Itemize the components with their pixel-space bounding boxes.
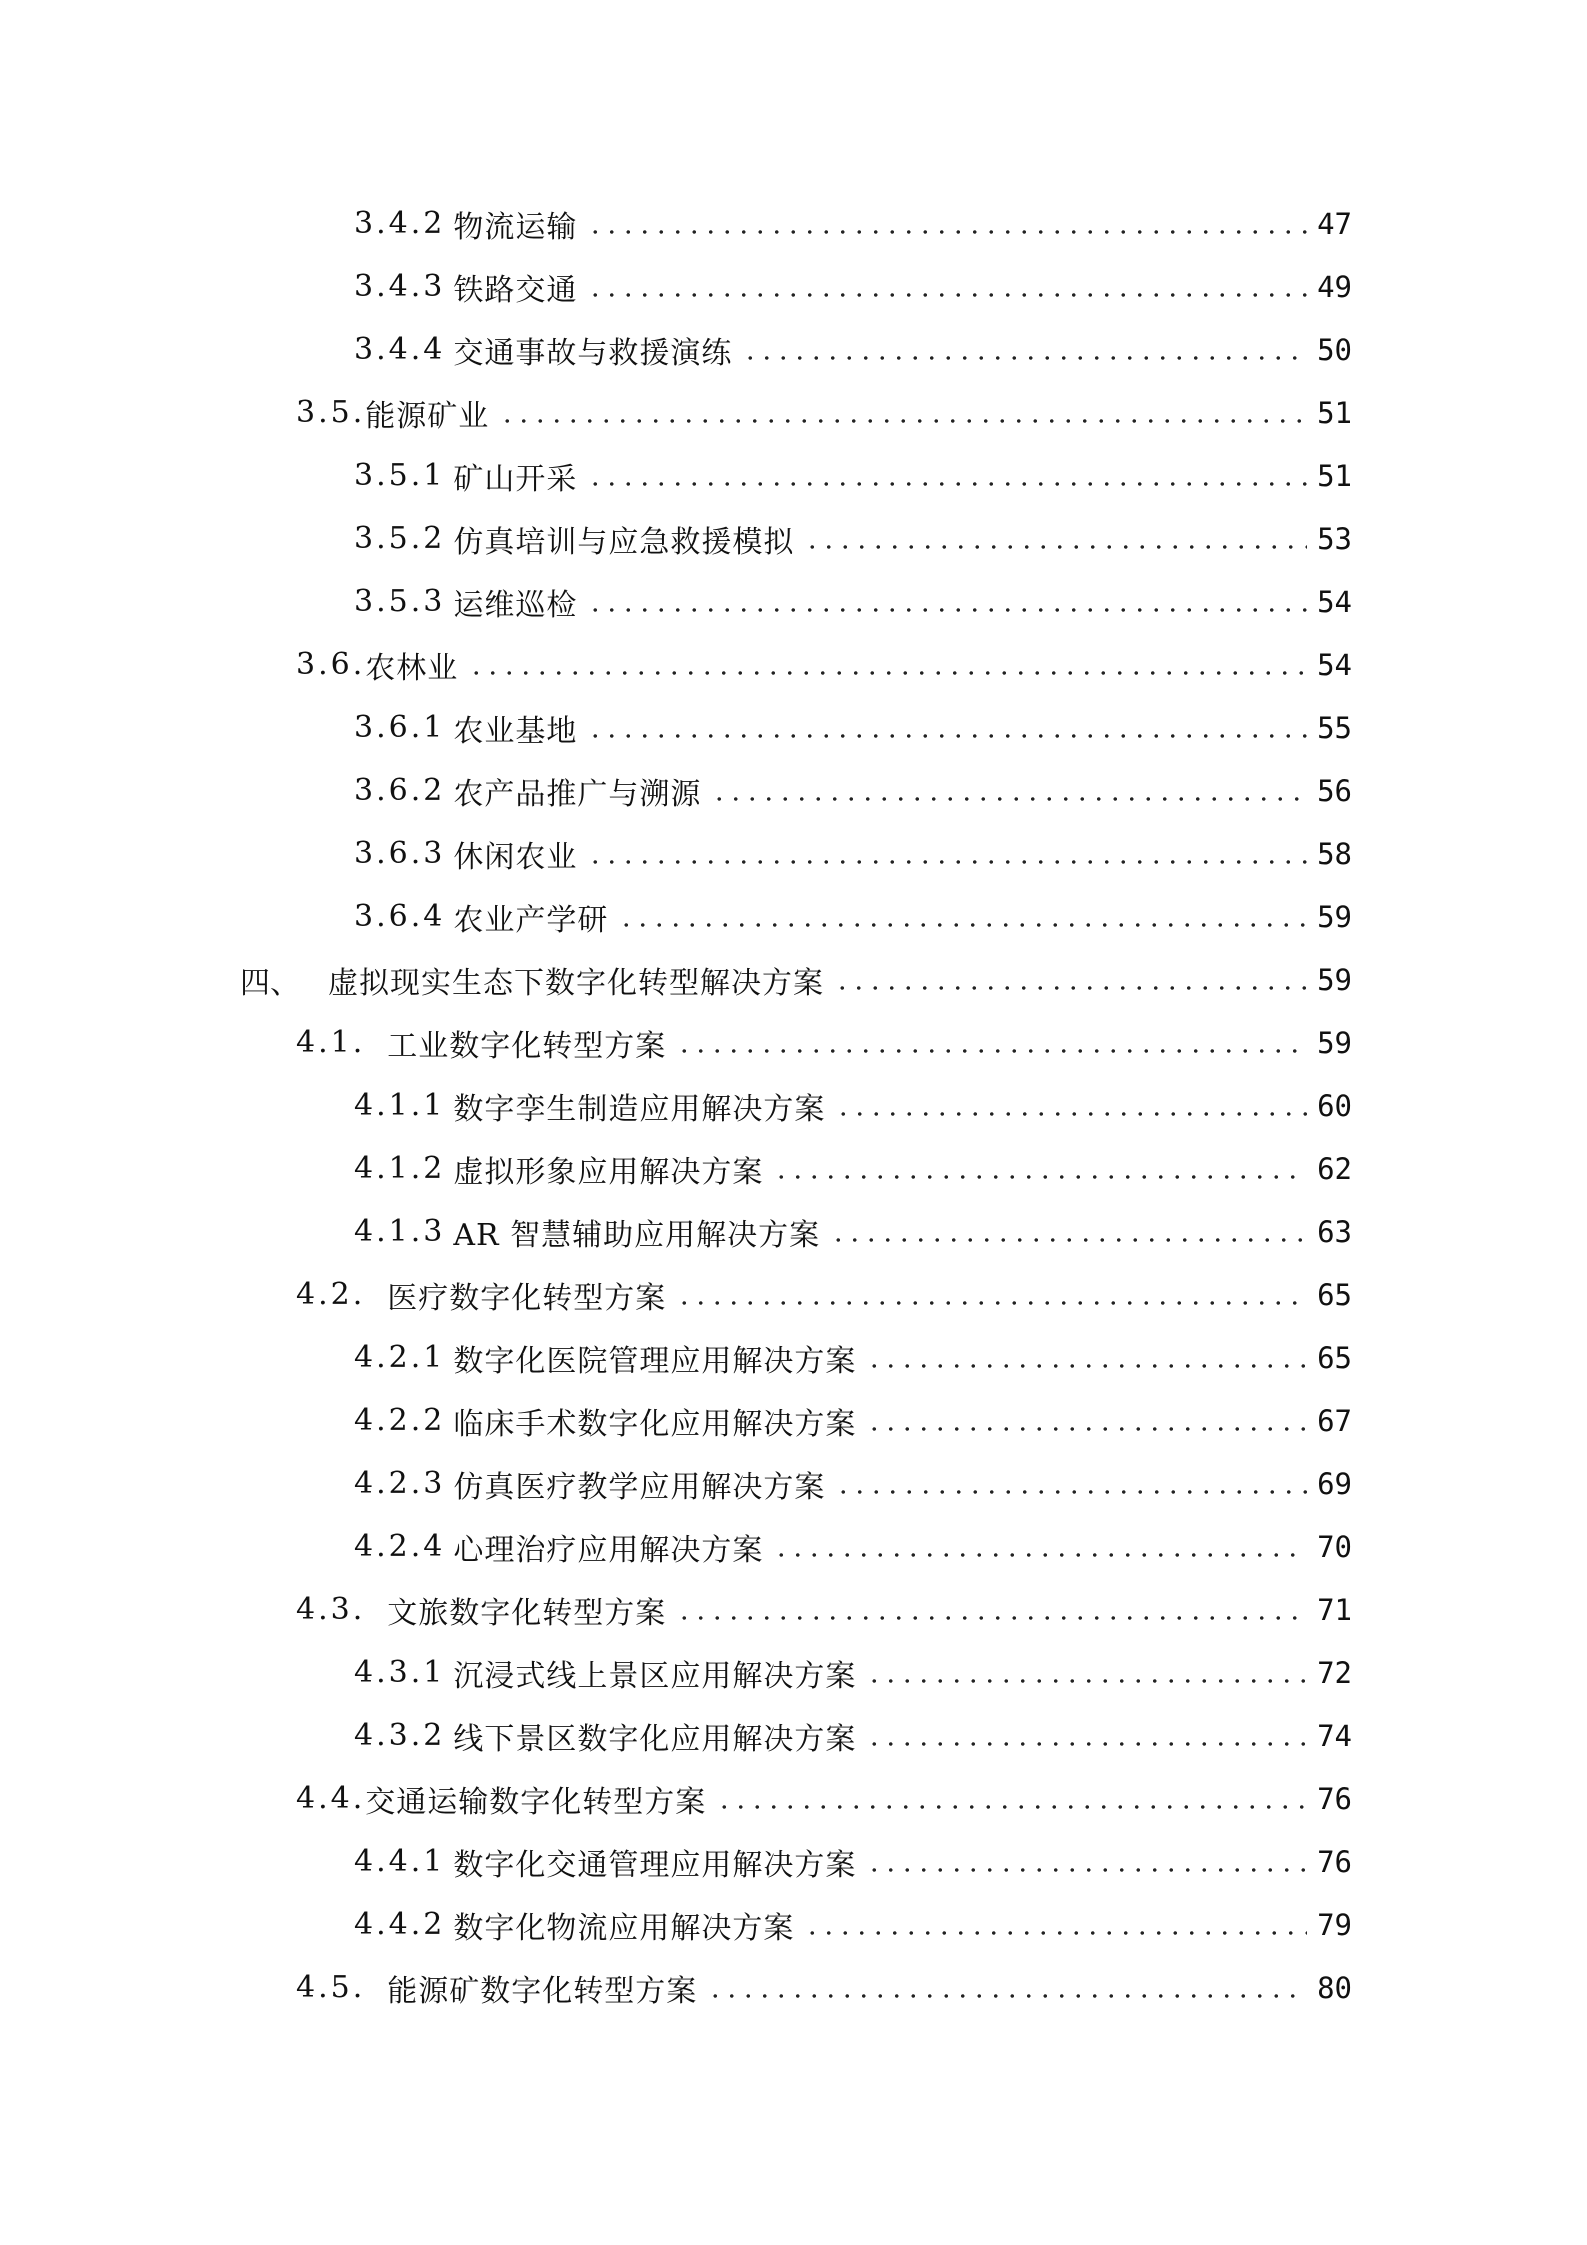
toc-entry-page-number: 60 — [1317, 1088, 1352, 1123]
toc-dot-leader — [804, 545, 1307, 549]
toc-entry-title: 农林业 — [365, 650, 459, 686]
toc-entry-page-number: 47 — [1317, 206, 1352, 241]
toc-entry-page-number: 54 — [1317, 584, 1352, 619]
toc-entry[interactable] — [0, 1641, 1587, 1704]
toc-dot-leader — [804, 1931, 1307, 1935]
toc-dot-leader — [866, 1679, 1307, 1683]
toc-entry[interactable] — [0, 1263, 1587, 1326]
toc-entry-number: 4.2.1 — [354, 1340, 446, 1375]
toc-entry-title: 农产品推广与溯源 — [453, 776, 702, 812]
toc-entry[interactable] — [0, 1578, 1587, 1641]
toc-dot-leader — [866, 1868, 1307, 1872]
toc-entry[interactable] — [0, 1767, 1587, 1830]
toc-dot-leader — [830, 1238, 1307, 1242]
toc-entry-title: 文旅数字化转型方案 — [387, 1595, 667, 1631]
toc-entry[interactable] — [0, 381, 1587, 444]
toc-entry-number: 3.5.3 — [354, 584, 446, 619]
toc-entry-page-number: 56 — [1317, 773, 1352, 808]
toc-entry-page-number: 69 — [1317, 1466, 1352, 1501]
toc-entry-title: 医疗数字化转型方案 — [387, 1280, 667, 1316]
toc-entry-number: 3.4.3 — [354, 269, 446, 304]
toc-dot-leader — [835, 1112, 1307, 1116]
toc-entry[interactable] — [0, 1893, 1587, 1956]
toc-dot-leader — [468, 671, 1307, 675]
toc-entry-number: 4.1.1 — [354, 1088, 446, 1123]
toc-entry[interactable] — [0, 1074, 1587, 1137]
toc-entry-number: 3.5. — [296, 395, 366, 430]
toc-entry-page-number: 59 — [1317, 962, 1352, 997]
toc-entry-number: 4.3.2 — [354, 1718, 446, 1753]
toc-entry-page-number: 79 — [1317, 1907, 1352, 1942]
toc-entry-number: 4.5. — [296, 1970, 366, 2005]
toc-dot-leader — [587, 230, 1307, 234]
toc-entry-title: 数字化医院管理应用解决方案 — [453, 1343, 857, 1379]
toc-entry[interactable] — [0, 444, 1587, 507]
toc-dot-leader — [742, 356, 1307, 360]
toc-entry-title: 交通运输数字化转型方案 — [365, 1784, 707, 1820]
toc-entry-page-number: 58 — [1317, 836, 1352, 871]
toc-entry-page-number: 59 — [1317, 899, 1352, 934]
toc-dot-leader — [834, 986, 1307, 990]
toc-entry-title: 线下景区数字化应用解决方案 — [453, 1721, 857, 1757]
toc-dot-leader — [716, 1805, 1307, 1809]
toc-dot-leader — [499, 419, 1307, 423]
toc-entry-number: 4.1. — [296, 1025, 366, 1060]
toc-entry[interactable] — [0, 570, 1587, 633]
toc-entry-title: AR 智慧辅助应用解决方案 — [453, 1217, 821, 1253]
toc-entry[interactable] — [0, 948, 1587, 1011]
toc-entry[interactable] — [0, 1452, 1587, 1515]
toc-entry-title: 农业产学研 — [453, 902, 609, 938]
toc-entry-number: 4.2. — [296, 1277, 366, 1312]
toc-entry[interactable] — [0, 1956, 1587, 2019]
toc-dot-leader — [773, 1553, 1307, 1557]
toc-entry-number: 3.5.2 — [354, 521, 446, 556]
toc-entry-number: 4.4.2 — [354, 1907, 446, 1942]
toc-dot-leader — [587, 293, 1307, 297]
toc-entry-title: 工业数字化转型方案 — [387, 1028, 667, 1064]
table-of-contents — [0, 192, 1587, 2019]
toc-entry[interactable] — [0, 1830, 1587, 1893]
toc-dot-leader — [866, 1742, 1307, 1746]
toc-entry-title: 虚拟现实生态下数字化转型解决方案 — [328, 965, 824, 1001]
toc-entry-number: 3.5.1 — [354, 458, 446, 493]
toc-entry-number: 4.1.2 — [354, 1151, 446, 1186]
toc-entry[interactable] — [0, 507, 1587, 570]
toc-entry-page-number: 76 — [1317, 1844, 1352, 1879]
toc-entry-number: 4.2.4 — [354, 1529, 446, 1564]
toc-entry[interactable] — [0, 822, 1587, 885]
toc-entry-page-number: 51 — [1317, 458, 1352, 493]
toc-entry-title: 临床手术数字化应用解决方案 — [453, 1406, 857, 1442]
toc-entry-page-number: 51 — [1317, 395, 1352, 430]
toc-entry[interactable] — [0, 1200, 1587, 1263]
toc-entry-title: 仿真培训与应急救援模拟 — [453, 524, 795, 560]
toc-entry[interactable] — [0, 192, 1587, 255]
toc-entry-number: 3.6.2 — [354, 773, 446, 808]
toc-dot-leader — [866, 1427, 1307, 1431]
toc-dot-leader — [866, 1364, 1307, 1368]
toc-entry-page-number: 54 — [1317, 647, 1352, 682]
toc-dot-leader — [618, 923, 1307, 927]
toc-dot-leader — [587, 860, 1307, 864]
toc-entry-page-number: 74 — [1317, 1718, 1352, 1753]
toc-entry-title: 运维巡检 — [453, 587, 578, 623]
toc-entry-number: 4.4. — [296, 1781, 366, 1816]
toc-dot-leader — [587, 482, 1307, 486]
toc-dot-leader — [707, 1994, 1307, 1998]
toc-entry-page-number: 67 — [1317, 1403, 1352, 1438]
toc-dot-leader — [835, 1490, 1307, 1494]
toc-entry-number: 3.4.4 — [354, 332, 446, 367]
toc-entry[interactable] — [0, 696, 1587, 759]
toc-entry-title: 能源矿数字化转型方案 — [387, 1973, 698, 2009]
toc-entry-number: 3.6. — [296, 647, 366, 682]
toc-entry-number: 四、 — [240, 965, 300, 1001]
toc-entry-page-number: 65 — [1317, 1340, 1352, 1375]
toc-entry-number: 3.6.3 — [354, 836, 446, 871]
toc-dot-leader — [711, 797, 1307, 801]
toc-entry-title: 交通事故与救援演练 — [453, 335, 733, 371]
toc-entry-title: 休闲农业 — [453, 839, 578, 875]
toc-entry-page-number: 49 — [1317, 269, 1352, 304]
toc-entry[interactable] — [0, 633, 1587, 696]
toc-entry[interactable] — [0, 759, 1587, 822]
toc-entry-number: 4.3. — [296, 1592, 366, 1627]
toc-entry-page-number: 71 — [1317, 1592, 1352, 1627]
toc-entry-page-number: 53 — [1317, 521, 1352, 556]
toc-dot-leader — [676, 1616, 1307, 1620]
toc-dot-leader — [676, 1301, 1307, 1305]
toc-entry-page-number: 72 — [1317, 1655, 1352, 1690]
toc-entry-title: 铁路交通 — [453, 272, 578, 308]
toc-entry-number: 3.6.1 — [354, 710, 446, 745]
toc-entry-number: 4.3.1 — [354, 1655, 446, 1690]
toc-entry-title: 数字孪生制造应用解决方案 — [453, 1091, 826, 1127]
toc-entry-page-number: 65 — [1317, 1277, 1352, 1312]
toc-entry[interactable] — [0, 1326, 1587, 1389]
toc-entry[interactable] — [0, 255, 1587, 318]
toc-dot-leader — [773, 1175, 1307, 1179]
toc-entry-number: 4.2.3 — [354, 1466, 446, 1501]
toc-entry[interactable] — [0, 1011, 1587, 1074]
toc-dot-leader — [676, 1049, 1307, 1053]
toc-entry[interactable] — [0, 1515, 1587, 1578]
toc-entry[interactable] — [0, 1137, 1587, 1200]
toc-entry[interactable] — [0, 1389, 1587, 1452]
toc-entry-page-number: 50 — [1317, 332, 1352, 367]
toc-dot-leader — [587, 734, 1307, 738]
toc-entry-page-number: 80 — [1317, 1970, 1352, 2005]
toc-entry[interactable] — [0, 318, 1587, 381]
toc-entry-number: 3.4.2 — [354, 206, 446, 241]
toc-entry-title: 虚拟形象应用解决方案 — [453, 1154, 764, 1190]
toc-entry-number: 3.6.4 — [354, 899, 446, 934]
toc-entry-number: 4.2.2 — [354, 1403, 446, 1438]
toc-entry-title: 农业基地 — [453, 713, 578, 749]
toc-entry-title: 仿真医疗教学应用解决方案 — [453, 1469, 826, 1505]
toc-entry-title: 物流运输 — [453, 209, 578, 245]
toc-entry-page-number: 63 — [1317, 1214, 1352, 1249]
toc-entry-title: 数字化交通管理应用解决方案 — [453, 1847, 857, 1883]
toc-entry-number: 4.4.1 — [354, 1844, 446, 1879]
toc-entry-number: 4.1.3 — [354, 1214, 446, 1249]
toc-entry-page-number: 76 — [1317, 1781, 1352, 1816]
toc-entry-title: 能源矿业 — [365, 398, 490, 434]
toc-entry-page-number: 70 — [1317, 1529, 1352, 1564]
toc-entry-page-number: 55 — [1317, 710, 1352, 745]
toc-entry[interactable] — [0, 885, 1587, 948]
toc-entry-page-number: 62 — [1317, 1151, 1352, 1186]
toc-entry[interactable] — [0, 1704, 1587, 1767]
toc-dot-leader — [587, 608, 1307, 612]
toc-entry-title: 矿山开采 — [453, 461, 578, 497]
toc-entry-title: 沉浸式线上景区应用解决方案 — [453, 1658, 857, 1694]
toc-entry-title: 心理治疗应用解决方案 — [453, 1532, 764, 1568]
toc-entry-title: 数字化物流应用解决方案 — [453, 1910, 795, 1946]
toc-entry-page-number: 59 — [1317, 1025, 1352, 1060]
